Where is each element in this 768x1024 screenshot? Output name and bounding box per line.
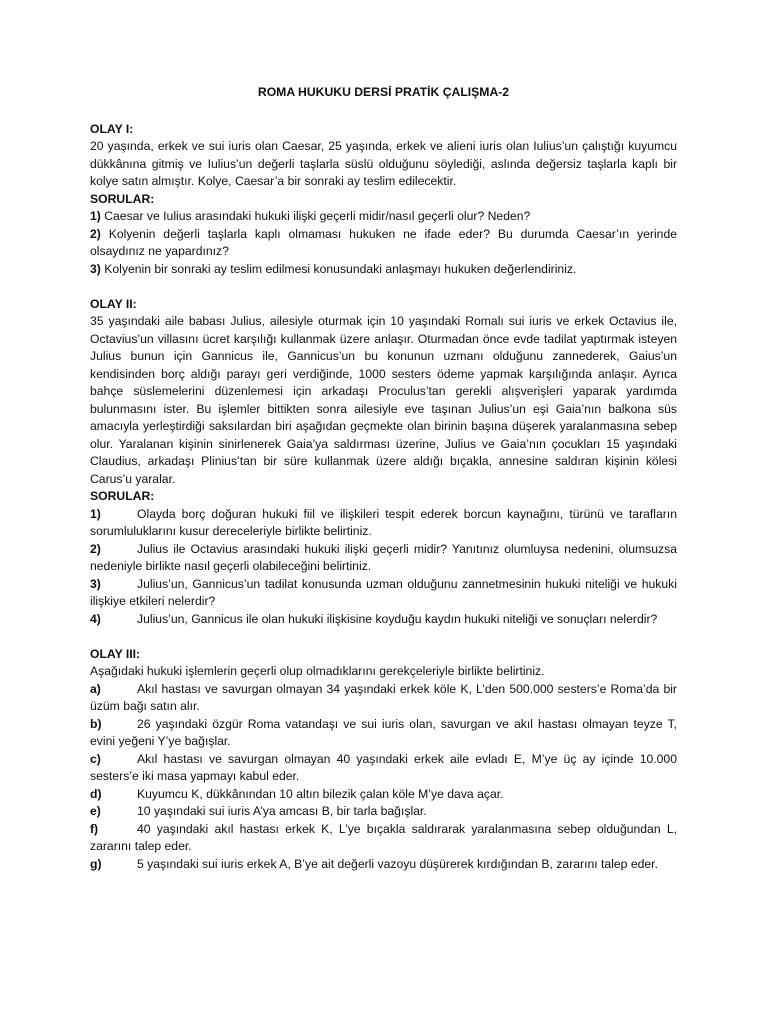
item-text: 26 yaşındaki özgür Roma vatandaşı ve sui iuris olan, savurgan ve akıl hastası olmayan teyze T, evini yeğeni Y’ye bağışlar. <box>90 716 677 748</box>
question-text: Caesar ve Iulius arasındaki hukuki ilişki geçerli midir/nasıl geçerli olur? Neden? <box>100 209 531 223</box>
question-text: Julius’un, Gannicus ile olan hukuki ilişkisine koyduğu kaydın hukuki niteliği ve sonuçları nelerdir? <box>137 611 658 626</box>
olay-3-item-a <box>90 681 677 716</box>
olay-3-item-d <box>90 786 677 804</box>
section-gap <box>90 628 677 646</box>
olay-3-intro: Aşağıdaki hukuki işlemlerin geçerli olup olmadıklarını gerekçeleriyle birlikte belirtiniz. <box>90 664 545 678</box>
olay-1-heading: OLAY I: <box>90 121 134 136</box>
olay-2-text: 35 yaşındaki aile babası Julius, ailesiyle oturmak için 10 yaşındaki Romalı sui iuris ve erkek Octavius ile, Octavius’un villasını ücret karşılığı kullanmak üzere anlaşır. Oturmadan önce evde tadilat yaptırmak isteyen Julius bunun için Gannicus ile, Gannicus’un bu konunun uzmanı olduğunu zannederek, Gaius’un kendisinden borç aldığı parayı geri verdiğinde, 1000 sesters ödeme yapmak karşılığında anlaşır. Ayrıca bahçe süslemelerini düzenlemesi için arkadaşı Proculus’tan gerekli alışverişleri yaparak yardımda bulunmasını ister. Bu işlemler bittikten sonra ailesiyle eve taşınan Julius’un eşi Gaia’nın balkona süs amacıyla yerleştirdiği saksılardan biri aşağıdan geçmekte olan birinin başına düşerek yaralanmasına sebep olur. Yaralanan kişinin sinirlenerek Gaia’ya saldırması üzerine, Julius ve Gaia’nın çocukları 15 yaşındaki Claudius, arkadaşı Plinius’tan bir süre kullanmak üzere aldığı bıçakla, annesine saldıran kişinin kölesi Carus’u yaralar. <box>90 314 677 486</box>
olay-1-question-3 <box>90 261 677 279</box>
question-number: 4) <box>90 611 101 626</box>
item-text: Kuyumcu K, dükkânından 10 altın bilezik çalan köle M’ye dava açar. <box>137 786 504 801</box>
olay-2-question-4 <box>90 611 677 629</box>
item-text: Akıl hastası ve savurgan olmayan 34 yaşındaki erkek köle K, L’den 500.000 sesters’e Roma’da bir üzüm bağı satın alır. <box>90 681 677 713</box>
olay-2-heading: OLAY II: <box>90 296 137 311</box>
olay-1-question-1 <box>90 208 677 226</box>
question-text: Kolyenin bir sonraki ay teslim edilmesi konusundaki anlaşmayı hukuken değerlendiriniz. <box>100 261 577 276</box>
item-label: d) <box>90 786 102 801</box>
olay-1-questions-heading: SORULAR: <box>90 191 155 206</box>
question-number: 2) <box>90 541 101 556</box>
question-text: Julius ile Octavius arasındaki hukuki ilişki geçerli midir? Yanıtınız olumluysa nedenini, olumsuzsa nedeniyle birlikte nasıl geçerli olabileceğini belirtiniz. <box>90 541 677 573</box>
item-text: 40 yaşındaki akıl hastası erkek K, L’ye bıçakla saldırarak yaralanmasına sebep olduğundan L, zararını talep eder. <box>90 821 677 853</box>
item-label: c) <box>90 751 101 766</box>
item-label: g) <box>90 856 102 871</box>
olay-2-questions-heading: SORULAR: <box>90 489 155 503</box>
olay-2-question-3 <box>90 576 677 611</box>
olay-3-item-g <box>90 856 677 874</box>
question-number: 1) <box>90 209 101 223</box>
section-gap <box>90 278 677 296</box>
item-text: 10 yaşındaki sui iuris A’ya amcası B, bir tarla bağışlar. <box>137 804 427 818</box>
document-page <box>90 84 677 873</box>
document-title: ROMA HUKUKU DERSİ PRATİK ÇALIŞMA-2 <box>257 85 510 99</box>
question-number: 3) <box>90 576 101 591</box>
olay-1-question-2 <box>90 226 677 261</box>
question-number: 3) <box>90 261 101 276</box>
olay-2-question-1 <box>90 506 677 541</box>
olay-2-question-2 <box>90 541 677 576</box>
question-text: Olayda borç doğuran hukuki fiil ve ilişkileri tespit ederek borcun kaynağını, türünü ve tarafların sorumluluklarını kusur dereceleriyle birlikte belirtiniz. <box>90 506 677 538</box>
item-label: f) <box>90 821 99 836</box>
olay-1-text: 20 yaşında, erkek ve sui iuris olan Caesar, 25 yaşında, erkek ve alieni iuris olan Iulius’un çalıştığı kuyumcu dükkânına gitmiş ve Iulius’un değerli taşlarla süslü olduğunu söylediği, aslında değersiz taşlarla kaplı bir kolye satın almıştır. Kolye, Caesar’a bir sonraki ay teslim edilecektir. <box>90 139 677 188</box>
item-label: b) <box>90 716 102 731</box>
olay-3-heading: OLAY III: <box>90 646 141 661</box>
olay-3-item-b <box>90 716 677 751</box>
item-text: 5 yaşındaki sui iuris erkek A, B’ye ait değerli vazoyu düşürerek kırdığından B, zararını talep eder. <box>137 856 658 871</box>
item-text: Akıl hastası ve savurgan olmayan 40 yaşındaki erkek aile evladı E, M’ye üç ay içinde 10.000 sesters’e iki masa yapmayı kabul eder. <box>90 751 677 783</box>
olay-3-item-e <box>90 803 677 821</box>
item-label: e) <box>90 804 101 818</box>
olay-3-item-c <box>90 751 677 786</box>
item-label: a) <box>90 681 101 696</box>
question-number: 1) <box>90 506 101 521</box>
question-text: Kolyenin değerli taşlarla kaplı olmaması hukuken ne ifade eder? Bu durumda Caesar’ın yerinde olsaydınız ne yapardınız? <box>90 226 677 258</box>
olay-3-item-f <box>90 821 677 856</box>
question-number: 2) <box>90 226 101 241</box>
question-text: Julius’un, Gannicus’un tadilat konusunda uzman olduğunu zannetmesinin hukuki niteliği ve hukuki ilişkiye etkileri nelerdir? <box>90 576 677 608</box>
